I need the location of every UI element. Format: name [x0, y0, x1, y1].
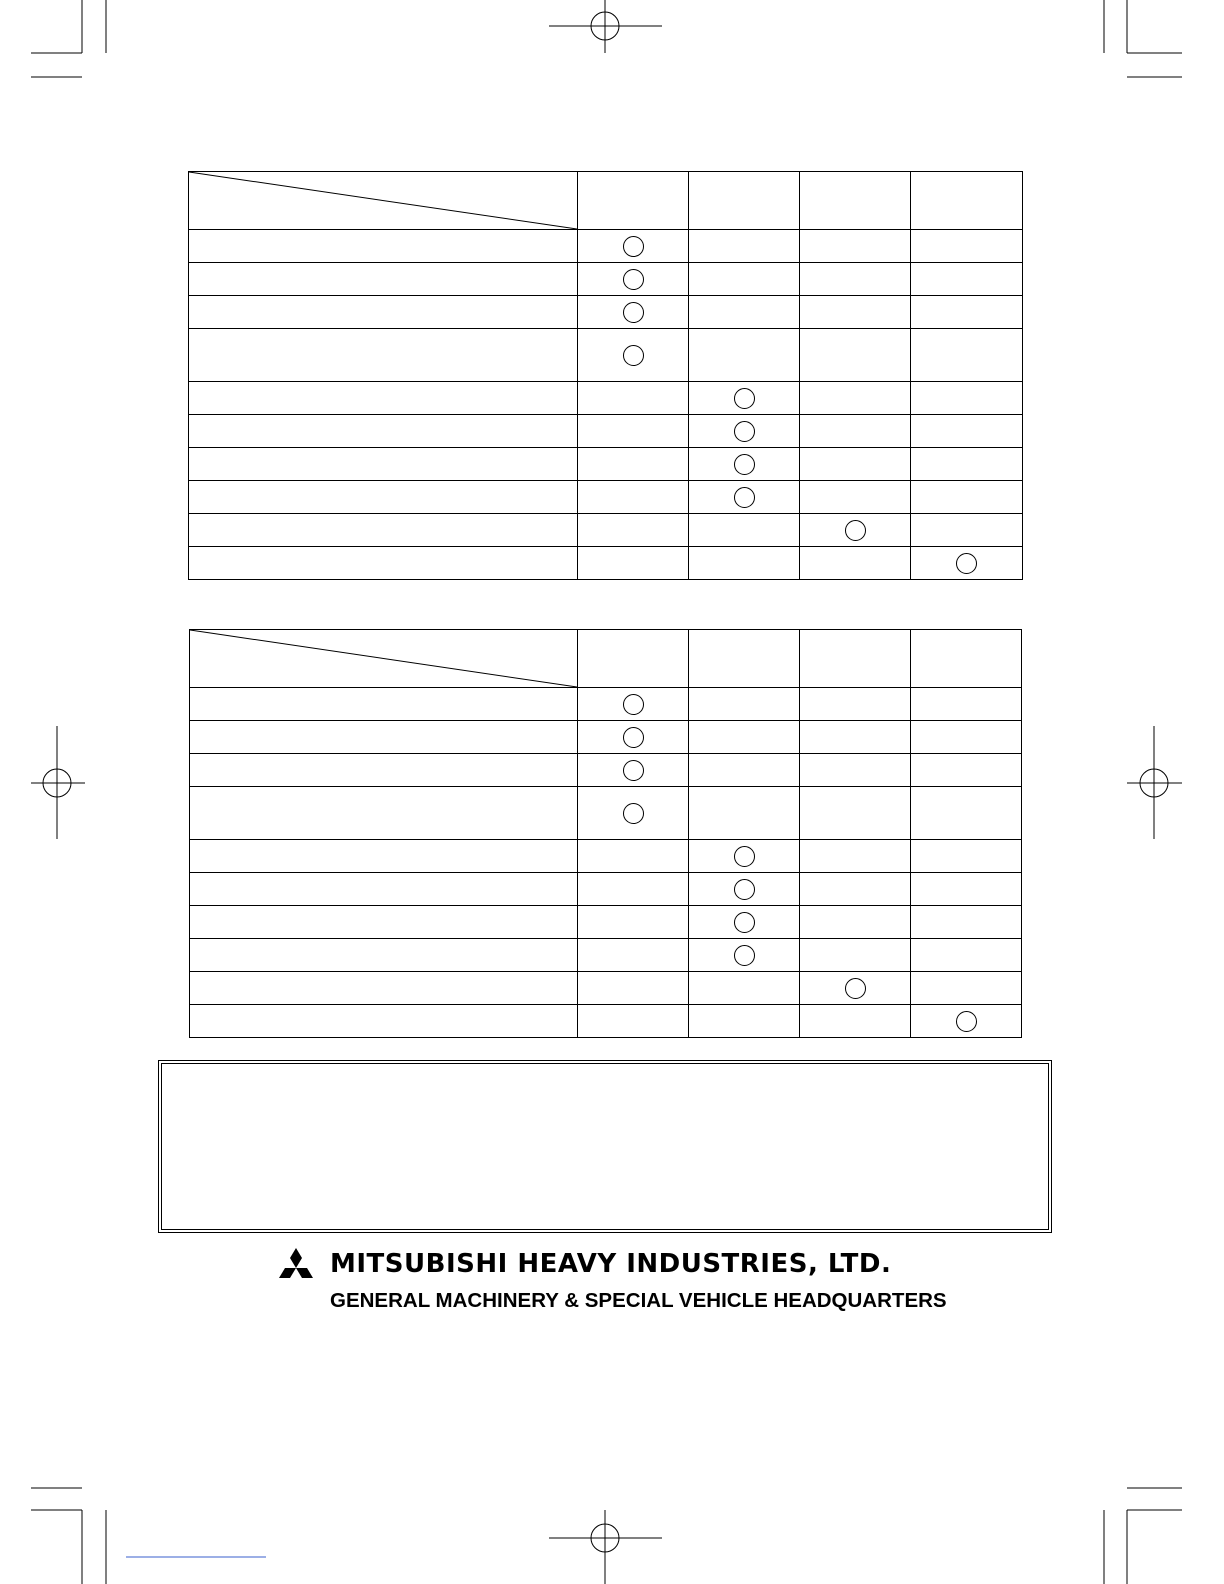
circle-mark-icon [956, 1011, 977, 1032]
header-corner-cell [189, 172, 578, 230]
table-row [189, 230, 1023, 263]
table-row [189, 448, 1023, 481]
table-row [190, 754, 1022, 787]
mark-cell [578, 514, 689, 547]
row-label-cell [190, 688, 578, 721]
mark-cell [800, 787, 911, 840]
mark-cell [578, 382, 689, 415]
row-label-cell [189, 329, 578, 382]
mark-cell [911, 329, 1023, 382]
row-label-cell [189, 382, 578, 415]
circle-mark-icon [734, 879, 755, 900]
circle-mark-icon [623, 269, 644, 290]
circle-mark-icon [623, 345, 644, 366]
mark-cell [578, 329, 689, 382]
mark-cell [578, 230, 689, 263]
table-row [190, 721, 1022, 754]
mark-cell [911, 263, 1023, 296]
table-header-row [189, 172, 1023, 230]
registration-mark-top [549, 0, 662, 53]
table-body [189, 172, 1023, 580]
crop-mark-top-right [1104, 0, 1182, 77]
row-label-cell [189, 547, 578, 580]
mark-cell [578, 939, 689, 972]
mark-cell [800, 296, 911, 329]
company-name: MITSUBISHI HEAVY INDUSTRIES, LTD. [330, 1249, 892, 1279]
crop-mark-bottom-right [1104, 1488, 1182, 1584]
mark-cell [689, 514, 800, 547]
row-label-cell [189, 481, 578, 514]
mark-cell [578, 787, 689, 840]
crop-mark-top-left [31, 0, 106, 77]
diagonal-line [189, 172, 577, 229]
table-row [189, 263, 1023, 296]
mark-cell [800, 972, 911, 1005]
mark-cell [689, 873, 800, 906]
mark-cell [689, 840, 800, 873]
mark-cell [911, 230, 1023, 263]
table-row [190, 1005, 1022, 1038]
table-row [189, 514, 1023, 547]
mark-cell [689, 939, 800, 972]
mark-cell [911, 840, 1022, 873]
circle-mark-icon [623, 727, 644, 748]
table-row [189, 415, 1023, 448]
circle-mark-icon [623, 803, 644, 824]
mark-cell [689, 230, 800, 263]
mark-cell [689, 787, 800, 840]
registration-mark-left [31, 726, 85, 839]
table-row [190, 688, 1022, 721]
mark-cell [689, 754, 800, 787]
circle-mark-icon [623, 760, 644, 781]
table-2 [189, 629, 1022, 1038]
header-cell [800, 630, 911, 688]
mark-cell [800, 230, 911, 263]
row-label-cell [189, 263, 578, 296]
mark-cell [578, 721, 689, 754]
circle-mark-icon [623, 302, 644, 323]
table-row [190, 939, 1022, 972]
mark-cell [689, 263, 800, 296]
circle-mark-icon [623, 236, 644, 257]
mark-cell [800, 382, 911, 415]
header-corner-cell [190, 630, 578, 688]
mark-cell [911, 1005, 1022, 1038]
mark-cell [689, 972, 800, 1005]
mark-cell [578, 1005, 689, 1038]
mark-cell [911, 448, 1023, 481]
circle-mark-icon [845, 978, 866, 999]
row-label-cell [190, 939, 578, 972]
mark-cell [578, 754, 689, 787]
header-cell [689, 630, 800, 688]
row-label-cell [190, 787, 578, 840]
mark-cell [911, 873, 1022, 906]
circle-mark-icon [956, 553, 977, 574]
mark-cell [800, 448, 911, 481]
mark-cell [578, 296, 689, 329]
mark-cell [800, 415, 911, 448]
mark-cell [800, 840, 911, 873]
mark-cell [911, 296, 1023, 329]
mark-cell [800, 939, 911, 972]
mark-cell [578, 688, 689, 721]
circle-mark-icon [734, 454, 755, 475]
mark-cell [911, 906, 1022, 939]
notice-box [158, 1060, 1052, 1233]
mark-cell [578, 547, 689, 580]
header-cell [800, 172, 911, 230]
row-label-cell [190, 972, 578, 1005]
mark-cell [911, 721, 1022, 754]
mark-cell [578, 972, 689, 1005]
mark-cell [800, 481, 911, 514]
mark-cell [911, 415, 1023, 448]
mark-cell [689, 329, 800, 382]
table-row [189, 382, 1023, 415]
mark-cell [800, 721, 911, 754]
table-row [190, 787, 1022, 840]
row-label-cell [189, 230, 578, 263]
mark-cell [911, 382, 1023, 415]
mark-cell [800, 688, 911, 721]
mark-cell [689, 448, 800, 481]
mark-cell [911, 514, 1023, 547]
mark-cell [911, 547, 1023, 580]
circle-mark-icon [734, 945, 755, 966]
mark-cell [578, 263, 689, 296]
registration-mark-right [1127, 726, 1182, 839]
mark-cell [800, 263, 911, 296]
mark-cell [578, 873, 689, 906]
table-row [190, 906, 1022, 939]
mark-cell [911, 787, 1022, 840]
mark-cell [911, 754, 1022, 787]
header-cell [689, 172, 800, 230]
crop-mark-bottom-left [31, 1488, 106, 1584]
table-body [190, 630, 1022, 1038]
mark-cell [800, 754, 911, 787]
registration-mark-bottom [549, 1510, 662, 1584]
mark-cell [911, 688, 1022, 721]
circle-mark-icon [845, 520, 866, 541]
header-cell [578, 172, 689, 230]
mark-cell [689, 382, 800, 415]
table-row [189, 547, 1023, 580]
mark-cell [578, 448, 689, 481]
mark-cell [911, 972, 1022, 1005]
header-cell [911, 630, 1022, 688]
row-label-cell [189, 415, 578, 448]
row-label-cell [189, 448, 578, 481]
row-label-cell [190, 721, 578, 754]
table-row [190, 873, 1022, 906]
circle-mark-icon [734, 487, 755, 508]
three-diamonds-icon [274, 1248, 318, 1288]
mark-cell [800, 1005, 911, 1038]
circle-mark-icon [734, 846, 755, 867]
mark-cell [689, 296, 800, 329]
circle-mark-icon [734, 421, 755, 442]
mark-cell [800, 547, 911, 580]
row-label-cell [190, 754, 578, 787]
mark-cell [689, 1005, 800, 1038]
diagonal-line [190, 630, 577, 687]
circle-mark-icon [734, 388, 755, 409]
table-header-row [190, 630, 1022, 688]
table-row [190, 840, 1022, 873]
table-row [189, 296, 1023, 329]
table-row [189, 481, 1023, 514]
mark-cell [578, 906, 689, 939]
row-label-cell [190, 1005, 578, 1038]
mark-cell [578, 415, 689, 448]
mark-cell [800, 873, 911, 906]
row-label-cell [189, 296, 578, 329]
mark-cell [689, 906, 800, 939]
header-cell [911, 172, 1023, 230]
company-footer [274, 1245, 974, 1325]
mark-cell [578, 840, 689, 873]
mark-cell [689, 415, 800, 448]
row-label-cell [190, 906, 578, 939]
mark-cell [800, 906, 911, 939]
mark-cell [689, 481, 800, 514]
circle-mark-icon [623, 694, 644, 715]
row-label-cell [190, 840, 578, 873]
row-label-cell [190, 873, 578, 906]
mark-cell [911, 481, 1023, 514]
division-name: GENERAL MACHINERY & SPECIAL VEHICLE HEADQUARTERS [330, 1289, 947, 1312]
mark-cell [689, 688, 800, 721]
table-row [190, 972, 1022, 1005]
mark-cell [911, 939, 1022, 972]
header-cell [578, 630, 689, 688]
mark-cell [800, 514, 911, 547]
mark-cell [578, 481, 689, 514]
mark-cell [800, 329, 911, 382]
mark-cell [689, 721, 800, 754]
circle-mark-icon [734, 912, 755, 933]
table-1 [188, 171, 1023, 580]
table-row [189, 329, 1023, 382]
row-label-cell [189, 514, 578, 547]
mark-cell [689, 547, 800, 580]
